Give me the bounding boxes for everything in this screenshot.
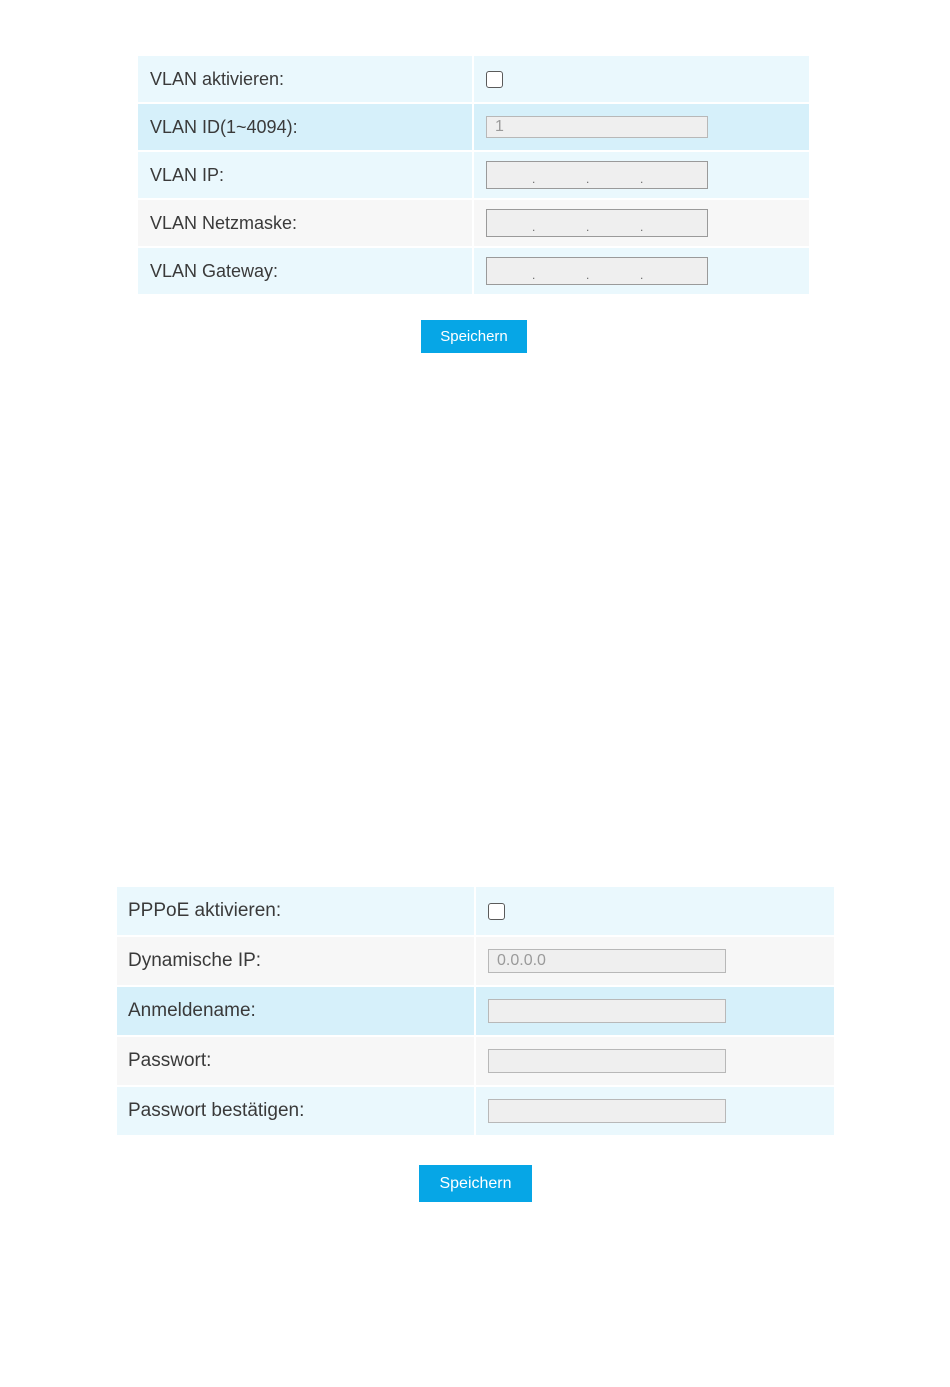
vlan-enable-row: [138, 56, 809, 102]
vlan-save-button[interactable]: Speichern: [421, 320, 527, 353]
password-row: [117, 1035, 834, 1085]
login-name-row: [117, 985, 834, 1035]
vlan-id-input[interactable]: 1: [486, 116, 708, 138]
ip-separator: .: [640, 268, 644, 282]
confirm-password-label: Passwort bestätigen:: [117, 1087, 476, 1135]
vlan-ip-label: VLAN IP:: [138, 152, 474, 198]
login-name-label: Anmeldename:: [117, 987, 476, 1035]
ip-separator: .: [532, 172, 536, 186]
dynamic-ip-row: [117, 935, 834, 985]
vlan-id-label: VLAN ID(1~4094):: [138, 104, 474, 150]
password-label: Passwort:: [117, 1037, 476, 1085]
pppoe-enable-row: [117, 887, 834, 935]
password-input[interactable]: [488, 1049, 726, 1073]
ip-separator: .: [532, 268, 536, 282]
pppoe-settings-form: [117, 887, 834, 1135]
vlan-enable-label: VLAN aktivieren:: [138, 56, 474, 102]
vlan-ip-row: [138, 150, 809, 198]
confirm-password-row: [117, 1085, 834, 1135]
vlan-enable-checkbox[interactable]: [486, 71, 503, 88]
ip-separator: .: [586, 220, 590, 234]
ip-separator: .: [640, 172, 644, 186]
vlan-netmask-label: VLAN Netzmaske:: [138, 200, 474, 246]
login-name-input[interactable]: [488, 999, 726, 1023]
ip-separator: .: [586, 172, 590, 186]
vlan-gateway-label: VLAN Gateway:: [138, 248, 474, 294]
vlan-gateway-input[interactable]: [486, 257, 708, 285]
pppoe-enable-checkbox[interactable]: [488, 903, 505, 920]
pppoe-save-button[interactable]: Speichern: [419, 1165, 532, 1202]
pppoe-enable-label: PPPoE aktivieren:: [117, 887, 476, 935]
vlan-ip-input[interactable]: [486, 161, 708, 189]
vlan-netmask-row: [138, 198, 809, 246]
vlan-netmask-input[interactable]: [486, 209, 708, 237]
dynamic-ip-input[interactable]: 0.0.0.0: [488, 949, 726, 973]
vlan-gateway-row: [138, 246, 809, 294]
dynamic-ip-label: Dynamische IP:: [117, 937, 476, 985]
ip-separator: .: [640, 220, 644, 234]
ip-separator: .: [532, 220, 536, 234]
vlan-id-row: [138, 102, 809, 150]
vlan-settings-form: [138, 56, 809, 294]
ip-separator: .: [586, 268, 590, 282]
confirm-password-input[interactable]: [488, 1099, 726, 1123]
